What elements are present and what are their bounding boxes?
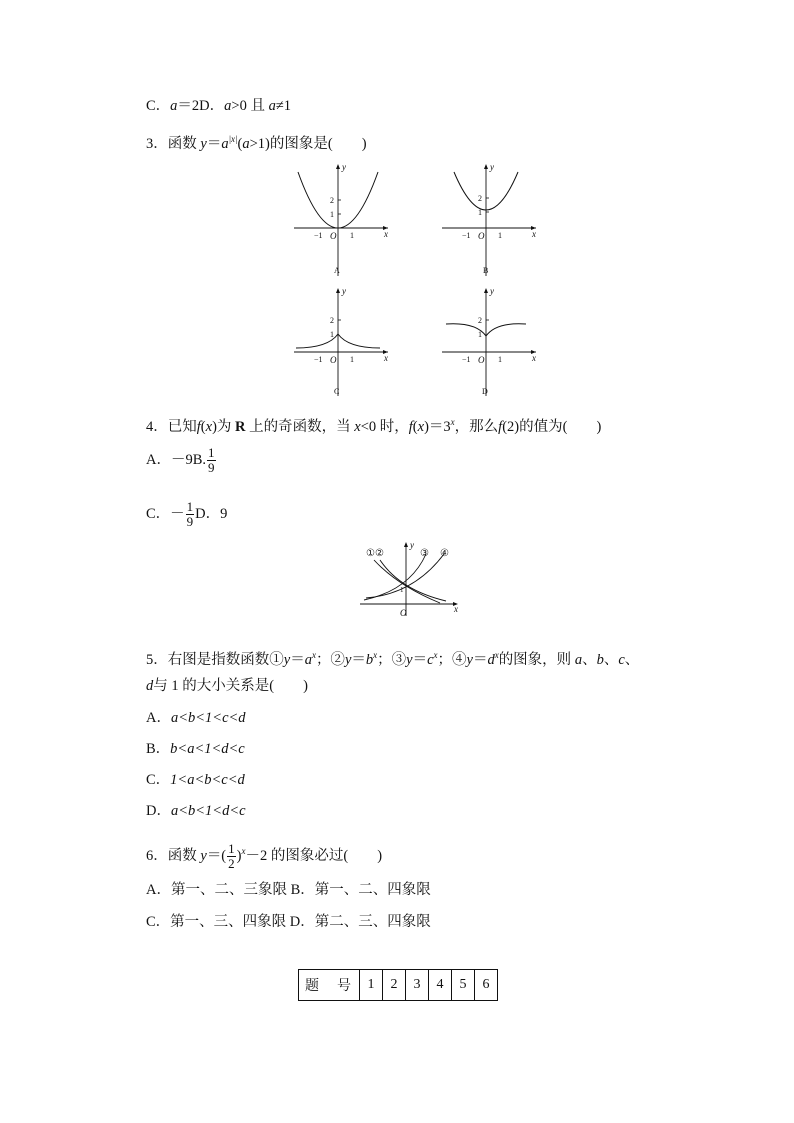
graph-a-ytick-1: 1 <box>330 210 334 219</box>
q2-options-cd: C．a＝2D．a>0 且 a≠1 <box>146 98 292 114</box>
q5-figure <box>360 540 466 620</box>
graph-a-x-label: x <box>384 229 388 239</box>
graph-b-tick-neg1: −1 <box>462 231 471 240</box>
graph-a-tick-neg1: −1 <box>314 231 323 240</box>
graph-b-origin: O <box>478 231 485 241</box>
graph-c-x-label: x <box>384 353 388 363</box>
answer-table-header: 题 号 <box>299 970 360 1001</box>
graph-c-caption: C <box>334 387 340 396</box>
graph-c-tick-2: 2 <box>330 316 334 325</box>
graph-d-tick-neg1: −1 <box>462 355 471 364</box>
graph-d <box>440 284 550 400</box>
answer-col-1: 1 <box>360 970 383 1001</box>
answer-col-5: 5 <box>452 970 475 1001</box>
graph-d-ytick-1: 1 <box>478 330 482 339</box>
graph-b-tick-2: 2 <box>478 194 482 203</box>
graph-b-x-label: x <box>532 229 536 239</box>
q5-label-3: ③ <box>420 548 429 559</box>
graph-a-origin: O <box>330 231 337 241</box>
q6-fraction: $\frac{1}{2}$ <box>228 841 235 871</box>
q5-stem-line1: 5．右图是指数函数$①y=a^x$；$②y=b^x$；$③y=c^x$；$④y=d^x$的图象，则 a、b、c、 <box>146 650 640 668</box>
q6-options-cd: C．第一、三、四象限 D．第二、三、四象限 <box>146 914 431 930</box>
graph-d-tick-1: 1 <box>498 355 502 364</box>
graph-b-caption: B <box>483 266 489 275</box>
graph-c <box>292 284 402 400</box>
q5-y-label: y <box>410 540 414 550</box>
q5-label-12: ①② <box>366 548 384 559</box>
answer-table <box>298 969 498 1001</box>
q5-option-a: A．a<b<1<c<d <box>146 710 246 726</box>
graph-c-tick-neg1: −1 <box>314 355 323 364</box>
graph-a-tick-1: 1 <box>350 231 354 240</box>
answer-col-6: 6 <box>475 970 498 1001</box>
q4-fraction-c: $\frac{1}{9}$ <box>186 499 194 529</box>
graph-c-y-label: y <box>342 286 346 296</box>
graph-d-y-label: y <box>490 286 494 296</box>
graph-b-y-label: y <box>490 162 494 172</box>
graph-a-caption: A <box>334 266 340 275</box>
answer-table-row <box>299 970 498 1001</box>
q4-options-ab: A．－9B. $\frac{1}{9}$ <box>146 445 215 475</box>
q5-x-label: x <box>454 604 458 614</box>
graph-b-tick-1: 1 <box>498 231 502 240</box>
answer-col-2: 2 <box>383 970 406 1001</box>
graph-c-tick-1: 1 <box>350 355 354 364</box>
graph-b <box>440 160 550 280</box>
q6-options-ab: A．第一、二、三象限 B．第一、二、四象限 <box>146 882 431 898</box>
answer-col-3: 3 <box>406 970 429 1001</box>
graph-d-caption: D <box>482 387 488 396</box>
graph-b-ytick-1: 1 <box>478 208 482 217</box>
graph-d-tick-2: 2 <box>478 316 482 325</box>
q6-stem: 6．函数 y＝( $\frac{1}{2}$ )$^x$－2 的图象必过( ) <box>146 841 383 871</box>
q5-label-4: ④ <box>440 548 449 559</box>
q4-stem: 4．已知f(x)为 R 上的奇函数，当 x<0 时，$f(x)=3^x$，那么f(2)的值为( ) <box>146 417 602 435</box>
answer-col-4: 4 <box>429 970 452 1001</box>
graph-a-y-label: y <box>342 162 346 172</box>
q4-options-cd: C．－ $\frac{1}{9}$ D．9 <box>146 499 228 529</box>
q5-tick-1: 1 <box>400 586 404 594</box>
graph-c-ytick-1: 1 <box>330 330 334 339</box>
q4-fraction-b: $\frac{1}{9}$ <box>208 445 215 475</box>
q5-stem-line2: d与 1 的大小关系是( ) <box>146 678 308 694</box>
graph-d-origin: O <box>478 355 485 365</box>
q5-option-c: C．1<a<b<c<d <box>146 772 245 788</box>
graph-d-x-label: x <box>532 353 536 363</box>
q5-origin: O <box>400 608 407 618</box>
q5-option-b: B．b<a<1<d<c <box>146 741 245 757</box>
graph-c-origin: O <box>330 355 337 365</box>
graph-a <box>292 160 402 280</box>
graph-a-tick-2: 2 <box>330 196 334 205</box>
q5-option-d: D．a<b<1<d<c <box>146 803 246 819</box>
q3-stem: 3．函数 $y=a^{|x|}(a>1)$的图象是( ) <box>146 134 367 152</box>
